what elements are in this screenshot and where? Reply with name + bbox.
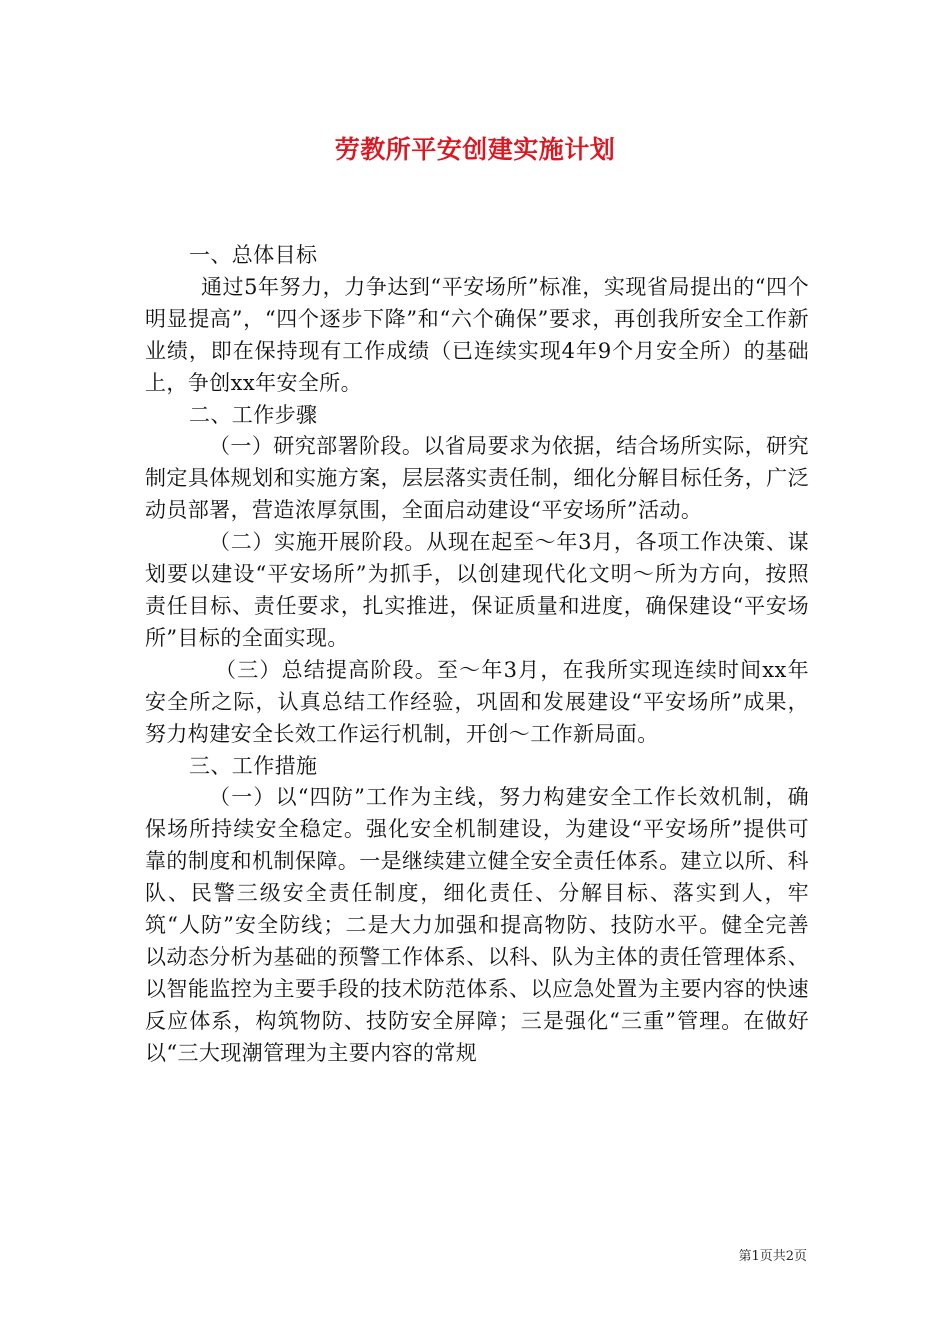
section-heading-3: 三、工作措施 xyxy=(189,753,318,778)
paragraph-step-3: （三）总结提高阶段。至～年3月，在我所实现连续时间xx年安全所之际，认真总结工作经验，巩固和发展建设“平安场所”成果，努力构建安全长效工作运行机制，开创～工作新局面。 xyxy=(145,657,809,746)
paragraph-overall-goal: 通过5年努力，力争达到“平安场所”标准，实现省局提出的“四个明显提高”，“四个逐步下降”和“六个确保”要求，再创我所安全工作新业绩，即在保持现有工作成绩（已连续实现4年9个月安全所）的基础上，争创xx年安全所。 xyxy=(145,274,809,395)
page-number-footer: 第1页共2页 xyxy=(738,1249,807,1264)
document-body xyxy=(145,240,809,1070)
paragraph-step-2: （二）实施开展阶段。从现在起至～年3月，各项工作决策、谋划要以建设“平安场所”为抓手，以创建现代化文明～所为方向，按照责任目标、责任要求，扎实推进，保证质量和进度，确保建设“平安场所”目标的全面实现。 xyxy=(145,530,809,650)
document-title: 劳教所平安创建实施计划 xyxy=(334,135,616,164)
section-heading-2: 二、工作步骤 xyxy=(189,402,318,427)
paragraph-measure-1: （一）以“四防”工作为主线，努力构建安全工作长效机制，确保场所持续安全稳定。强化安全机制建设，为建设“平安场所”提供可靠的制度和机制保障。一是继续建立健全安全责任体系。建立以所、科队、民警三级安全责任制度，细化责任、分解目标、落实到人，牢筑“人防”安全防线；二是大力加强和提高物防、技防水平。健全完善以动态分析为基础的预警工作体系、以科、队为主体的责任管理体系、以智能监控为主要手段的技术防范体系、以应急处置为主要内容的快速反应体系，构筑物防、技防安全屏障；三是强化“三重”管理。在做好以“三大现潮管理为主要内容的常规 xyxy=(145,785,809,1065)
paragraph-step-1: （一）研究部署阶段。以省局要求为依据，结合场所实际，研究制定具体规划和实施方案，层层落实责任制，细化分解目标任务，广泛动员部署，营造浓厚氛围，全面启动建设“平安场所”活动。 xyxy=(145,434,809,523)
section-heading-1: 一、总体目标 xyxy=(189,243,318,267)
